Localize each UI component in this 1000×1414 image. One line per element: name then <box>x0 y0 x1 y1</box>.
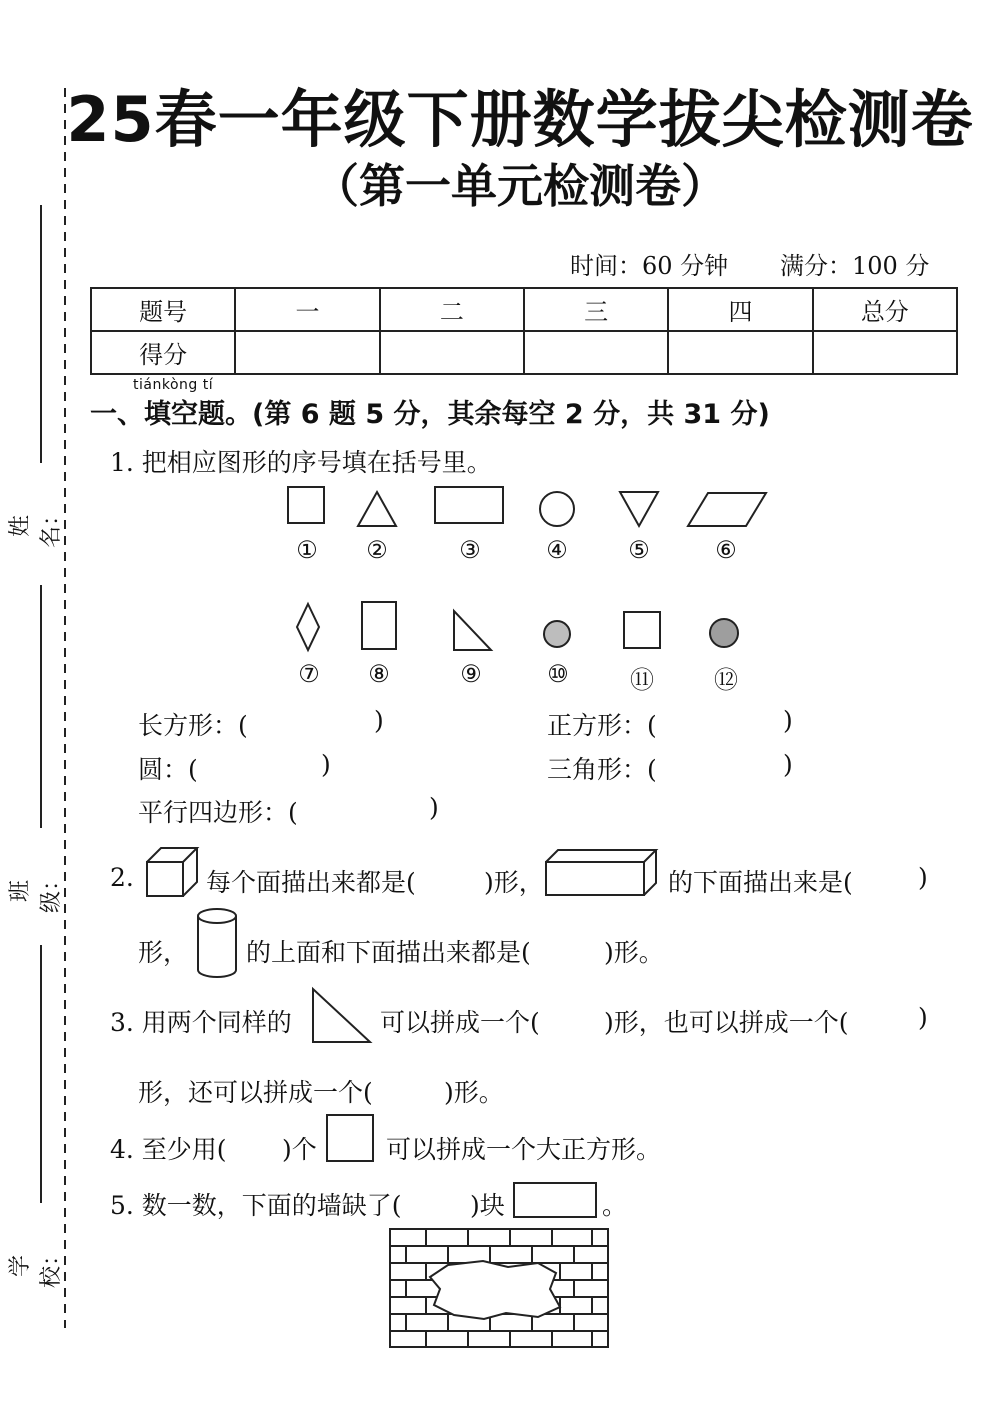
parallelogram-answer-label: 平行四边形：( <box>138 798 298 827</box>
question-1-text: 1. 把相应图形的序号填在括号里。 <box>110 448 492 477</box>
question-3-text: 可以拼成一个( <box>380 1008 540 1037</box>
answer-close-paren: ) <box>321 750 331 779</box>
shape-label: ⑪ <box>630 666 654 694</box>
square-answer-label: 正方形：( <box>547 711 657 740</box>
answer-close-paren: ) <box>429 793 439 822</box>
triangle-answer-label: 三角形：( <box>547 755 657 784</box>
rectangle-shape-icon <box>434 486 506 526</box>
score-input-cell[interactable] <box>235 331 379 374</box>
parallelogram-shape-icon <box>686 491 770 529</box>
question-2-number: 2. <box>110 863 134 892</box>
score-input-cell[interactable] <box>524 331 668 374</box>
shape-label: ⑥ <box>715 536 737 564</box>
question-2-text: 每个面描出来都是( <box>206 868 416 897</box>
score-input-cell[interactable] <box>668 331 812 374</box>
square-icon <box>325 1113 377 1165</box>
shape-label: ⑩ <box>547 660 569 688</box>
question-2-text: 的下面描出来是( <box>668 868 853 897</box>
shape-label: ④ <box>546 536 568 564</box>
page-title: 25春一年级下册数学拔尖检测卷 <box>66 83 974 156</box>
tall-rectangle-shape-icon <box>361 601 399 651</box>
question-2-text: )形。 <box>604 938 664 967</box>
rectangle-answer-label: 长方形：( <box>138 711 248 740</box>
answer-close-paren: ) <box>783 750 793 779</box>
answer-close-paren: ) <box>783 706 793 735</box>
circle-answer-label: 圆：( <box>138 755 198 784</box>
shape-label: ⑦ <box>298 660 320 688</box>
question-2-text: 的上面和下面描出来都是( <box>246 938 531 967</box>
table-cell: 得分 <box>91 331 235 374</box>
rhombus-shape-icon <box>296 602 322 654</box>
score-input-cell[interactable] <box>380 331 524 374</box>
table-cell: 三 <box>524 288 668 331</box>
name-write-line <box>38 205 44 465</box>
small-gray-circle-shape-icon <box>542 619 574 651</box>
question-4-text: 4. 至少用( <box>110 1135 227 1164</box>
square-shape-icon <box>623 611 663 651</box>
question-2-text: )形， <box>484 868 544 897</box>
gray-circle-shape-icon <box>708 617 742 651</box>
shape-label: ① <box>296 536 318 564</box>
brick-icon <box>512 1181 598 1219</box>
table-cell: 题号 <box>91 288 235 331</box>
class-label: 班级： <box>8 869 64 914</box>
question-4-text: 可以拼成一个大正方形。 <box>386 1135 662 1164</box>
cylinder-icon <box>195 907 241 981</box>
school-write-line <box>38 945 44 1205</box>
page-subtitle: （第一单元检测卷） <box>313 159 727 213</box>
score-table-score-row <box>91 331 957 374</box>
shape-label: ⑤ <box>628 536 650 564</box>
section-title: 一、填空题。(第 6 题 5 分，其余每空 2 分，共 31 分) <box>90 399 770 430</box>
triangle-shape-icon <box>357 490 399 528</box>
answer-close-paren: ) <box>374 706 384 735</box>
table-cell: 四 <box>668 288 812 331</box>
right-triangle-icon <box>310 986 374 1046</box>
binding-dashed-line <box>60 88 70 1328</box>
score-table <box>90 287 958 375</box>
shape-label: ② <box>366 536 388 564</box>
class-write-line <box>38 585 44 830</box>
inverted-triangle-shape-icon <box>619 490 661 528</box>
question-3-text: 形，还可以拼成一个( <box>138 1078 373 1107</box>
question-3-text: 3. 用两个同样的 <box>110 1008 292 1037</box>
brick-wall-with-hole <box>388 1227 612 1351</box>
table-cell: 总分 <box>813 288 957 331</box>
name-label: 姓名： <box>8 504 64 549</box>
full-score-info: 满分：100 分 <box>780 252 930 280</box>
shape-label: ⑨ <box>460 660 482 688</box>
question-3-text: )形。 <box>444 1078 504 1107</box>
question-5-text: )块 <box>470 1191 505 1220</box>
table-cell: 二 <box>380 288 524 331</box>
shape-label: ⑫ <box>714 666 738 694</box>
shape-label: ⑧ <box>368 660 390 688</box>
time-info: 时间：60 分钟 <box>570 252 729 280</box>
shape-label: ③ <box>459 536 481 564</box>
square-shape-icon <box>287 486 327 526</box>
table-cell: 一 <box>235 288 379 331</box>
right-triangle-shape-icon <box>452 609 494 653</box>
score-input-cell[interactable] <box>813 331 957 374</box>
school-label: 学校： <box>8 1244 64 1289</box>
question-4-text: )个 <box>282 1135 317 1164</box>
answer-close-paren: ) <box>918 1003 928 1032</box>
cube-icon <box>145 846 201 898</box>
question-5-text: 。 <box>602 1191 628 1220</box>
question-2-text: 形， <box>138 938 189 967</box>
pinyin-annotation: tiánkòng tí <box>133 377 214 393</box>
question-3-text: )形，也可以拼成一个( <box>604 1008 849 1037</box>
question-5-text: 5. 数一数，下面的墙缺了( <box>110 1191 402 1220</box>
answer-close-paren: ) <box>918 863 928 892</box>
cuboid-icon <box>544 848 660 898</box>
score-table-header-row <box>91 288 957 331</box>
circle-shape-icon <box>538 490 578 530</box>
